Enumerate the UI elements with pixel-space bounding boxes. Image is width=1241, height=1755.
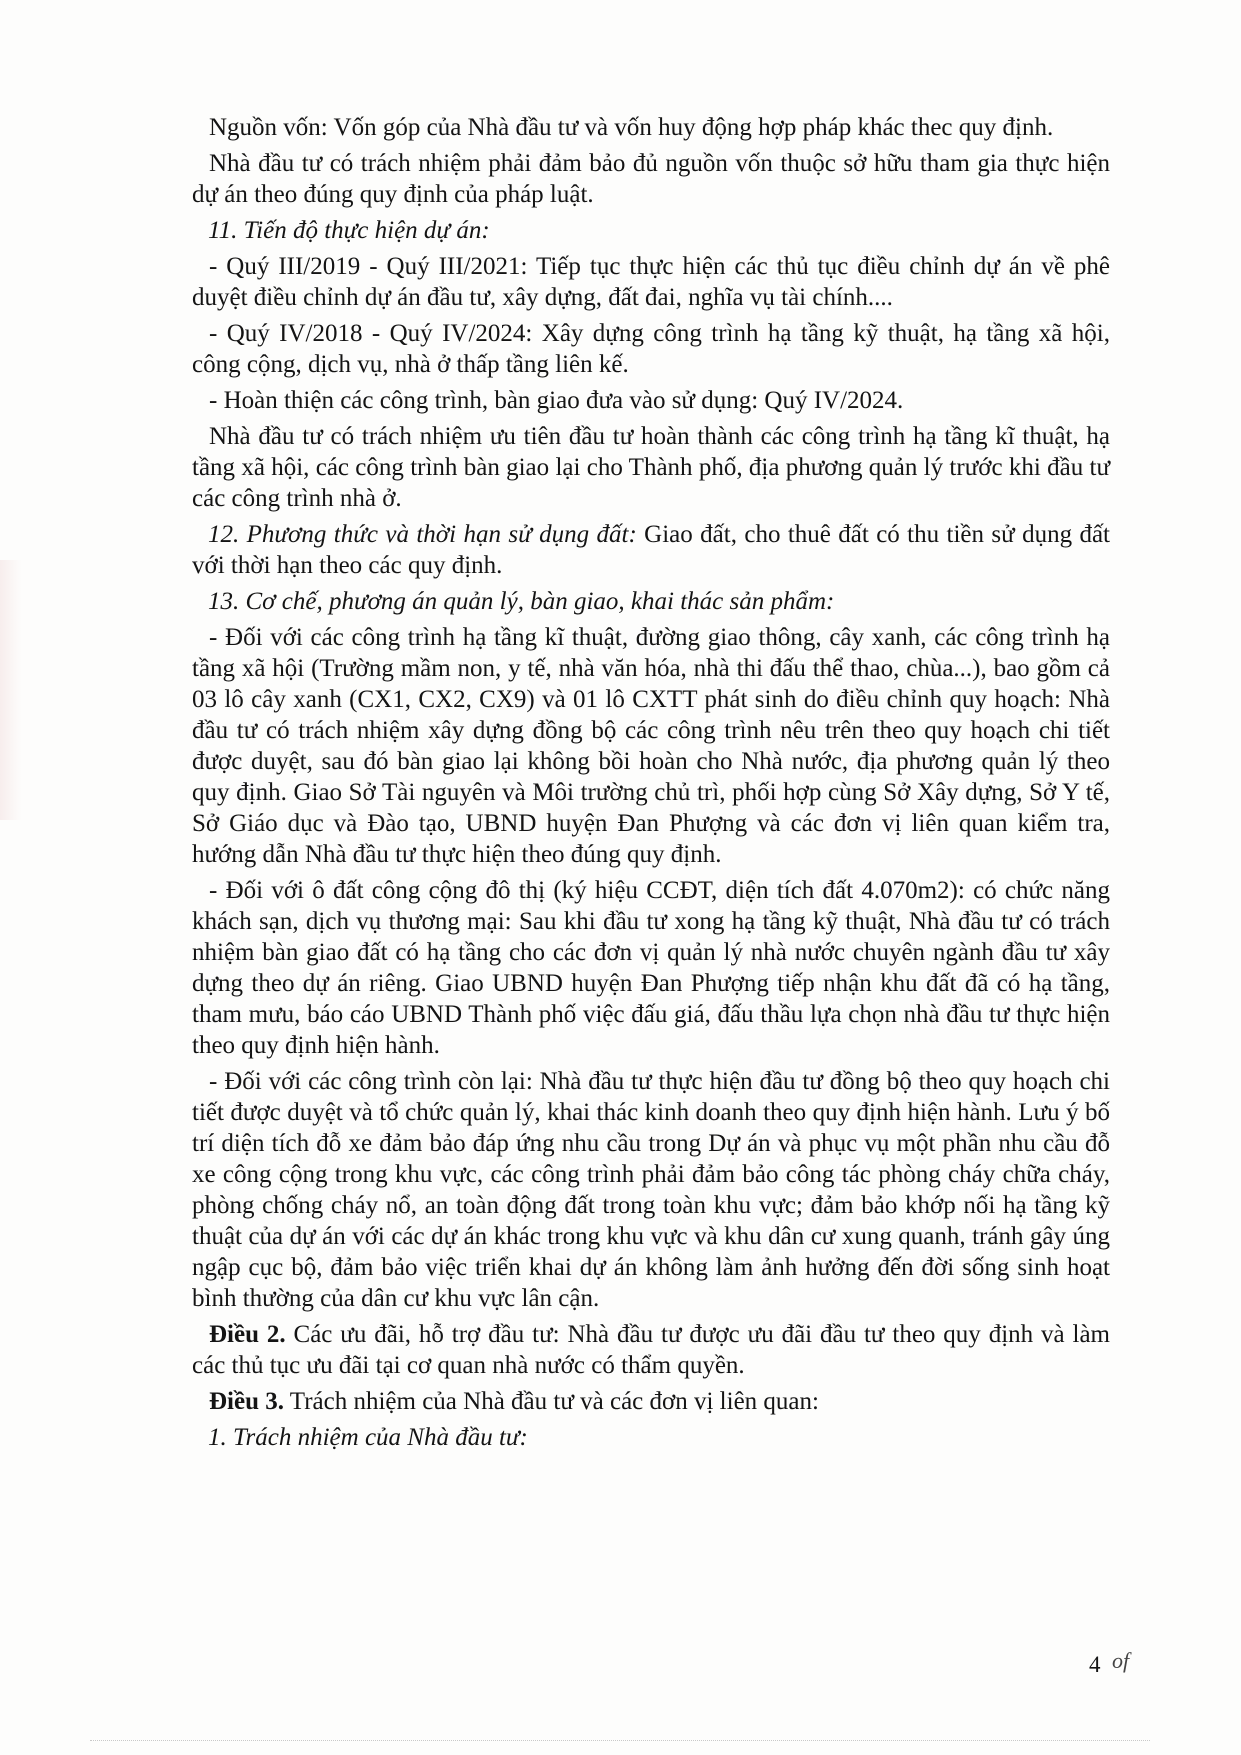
- handwritten-initials: of: [1112, 1648, 1130, 1673]
- section-heading-text: 11. Tiến độ thực hiện dự án:: [208, 217, 490, 244]
- article-label: Điều 2.: [209, 1321, 286, 1348]
- section-heading-text: 13. Cơ chế, phương án quản lý, bàn giao, khai thác sản phẩm:: [208, 588, 835, 615]
- schedule-item-3: [192, 385, 1110, 416]
- article-2: [192, 1319, 1110, 1381]
- schedule-item-1: [192, 251, 1110, 313]
- paragraph-text: - Đối với các công trình còn lại: Nhà đầu tư thực hiện đầu tư đồng bộ theo quy hoạch chi tiết được duyệt và tổ chức quản lý, khai thác kinh doanh theo quy định hiện hành. Lưu ý bố trí diện tích đỗ xe đảm bảo đáp ứng nhu cầu trong Dự án và phục vụ một phần nhu cầu đỗ xe công cộng trong khu vực, các công trình phải đảm bảo công tác phòng cháy chữa cháy, phòng chống cháy nổ, an toàn động đất trong toàn khu vực; đảm bảo khớp nối hạ tầng kỹ thuật của dự án với các dự án khác trong khu vực và khu dân cư xung quanh, tránh gây úng ngập cục bộ, đảm bảo việc triển khai dự án không làm ảnh hưởng đến đời sống sinh hoạt bình thường của dân cư khu vực lân cận.: [192, 1068, 1110, 1312]
- section-heading-13: [192, 586, 1110, 617]
- paragraph-text: - Đối với ô đất công cộng đô thị (ký hiệu CCĐT, diện tích đất 4.070m2): có chức năng khách sạn, dịch vụ thương mại: Sau khi đầu tư xong hạ tầng kỹ thuật, Nhà đầu tư có trách nhiệm bàn giao đất có hạ tầng cho các đơn vị quản lý nhà nước chuyên ngành đầu tư xây dựng theo dự án riêng. Giao UBND huyện Đan Phượng tiếp nhận khu đất đã có hạ tầng, tham mưu, báo cáo UBND Thành phố việc đấu giá, đấu thầu lựa chọn nhà đầu tư thực hiện theo quy định hiện hành.: [192, 877, 1110, 1059]
- paragraph-text: Nhà đầu tư có trách nhiệm ưu tiên đầu tư hoàn thành các công trình hạ tầng kĩ thuật, hạ tầng xã hội, các công trình bàn giao lại cho Thành phố, địa phương quản lý trước khi đầu tư các công trình nhà ở.: [192, 423, 1110, 512]
- section-12: [192, 519, 1110, 581]
- management-item-1: [192, 622, 1110, 870]
- paragraph-text: - Đối với các công trình hạ tầng kĩ thuật, đường giao thông, cây xanh, các công trình hạ tầng xã hội (Trường mầm non, y tế, nhà văn hóa, nhà thi đấu thể thao, chùa...), bao gồm cả 03 lô cây xanh (CX1, CX2, CX9) và 01 lô CXTT phát sinh do điều chỉnh quy hoạch: Nhà đầu tư có trách nhiệm xây dựng đồng bộ các công trình nêu trên theo quy hoạch chi tiết được duyệt, sau đó bàn giao lại không bồi hoàn cho Nhà nước, địa phương quản lý theo quy định. Giao Sở Tài nguyên và Môi trường chủ trì, phối hợp cùng Sở Xây dựng, Sở Y tế, Sở Giáo dục và Đào tạo, UBND huyện Đan Phượng và các đơn vị liên quan kiểm tra, hướng dẫn Nhà đầu tư thực hiện theo đúng quy định.: [192, 624, 1110, 868]
- management-item-3: [192, 1066, 1110, 1314]
- paragraph-text: - Hoàn thiện các công trình, bàn giao đưa vào sử dụng: Quý IV/2024.: [209, 387, 904, 414]
- section-heading-text: 12. Phương thức và thời hạn sử dụng đất:: [208, 521, 637, 548]
- schedule-item-2: [192, 318, 1110, 380]
- page-number: 4: [1089, 1652, 1101, 1677]
- article-3: [192, 1386, 1110, 1417]
- section-heading-11: [192, 215, 1110, 246]
- paragraph-funding-source: [192, 112, 1110, 143]
- paragraph-text: Trách nhiệm của Nhà đầu tư và các đơn vị liên quan:: [284, 1388, 819, 1415]
- management-item-2: [192, 875, 1110, 1061]
- paragraph-text: Nguồn vốn: Vốn góp của Nhà đầu tư và vốn huy động hợp pháp khác thec quy định.: [209, 114, 1054, 141]
- paragraph-text: Giao đất, cho thuê đất có thu tiền sử dụng đất với thời hạn theo các quy định.: [192, 521, 1110, 579]
- paragraph-funding-responsibility: [192, 148, 1110, 210]
- subsection-heading-1: [192, 1422, 1110, 1453]
- paragraph-text: Nhà đầu tư có trách nhiệm phải đảm bảo đủ nguồn vốn thuộc sở hữu tham gia thực hiện dự án theo đúng quy định của pháp luật.: [192, 150, 1110, 208]
- section-heading-text: 1. Trách nhiệm của Nhà đầu tư:: [208, 1424, 528, 1451]
- document-body: [192, 112, 1110, 1458]
- paragraph-text: - Quý III/2019 - Quý III/2021: Tiếp tục thực hiện các thủ tục điều chỉnh dự án về phê duyệt điều chỉnh dự án đầu tư, xây dựng, đất đai, nghĩa vụ tài chính....: [192, 253, 1110, 311]
- paragraph-priority: [192, 421, 1110, 514]
- article-label: Điều 3.: [209, 1388, 284, 1415]
- paper-stain: [0, 560, 22, 820]
- scan-noise: [90, 1740, 1150, 1743]
- paragraph-text: Các ưu đãi, hỗ trợ đầu tư: Nhà đầu tư được ưu đãi đầu tư theo quy định và làm các thủ tục ưu đãi tại cơ quan nhà nước có thẩm quyền.: [192, 1321, 1110, 1379]
- paragraph-text: - Quý IV/2018 - Quý IV/2024: Xây dựng công trình hạ tầng kỹ thuật, hạ tầng xã hội, công cộng, dịch vụ, nhà ở thấp tầng liên kế.: [192, 320, 1110, 378]
